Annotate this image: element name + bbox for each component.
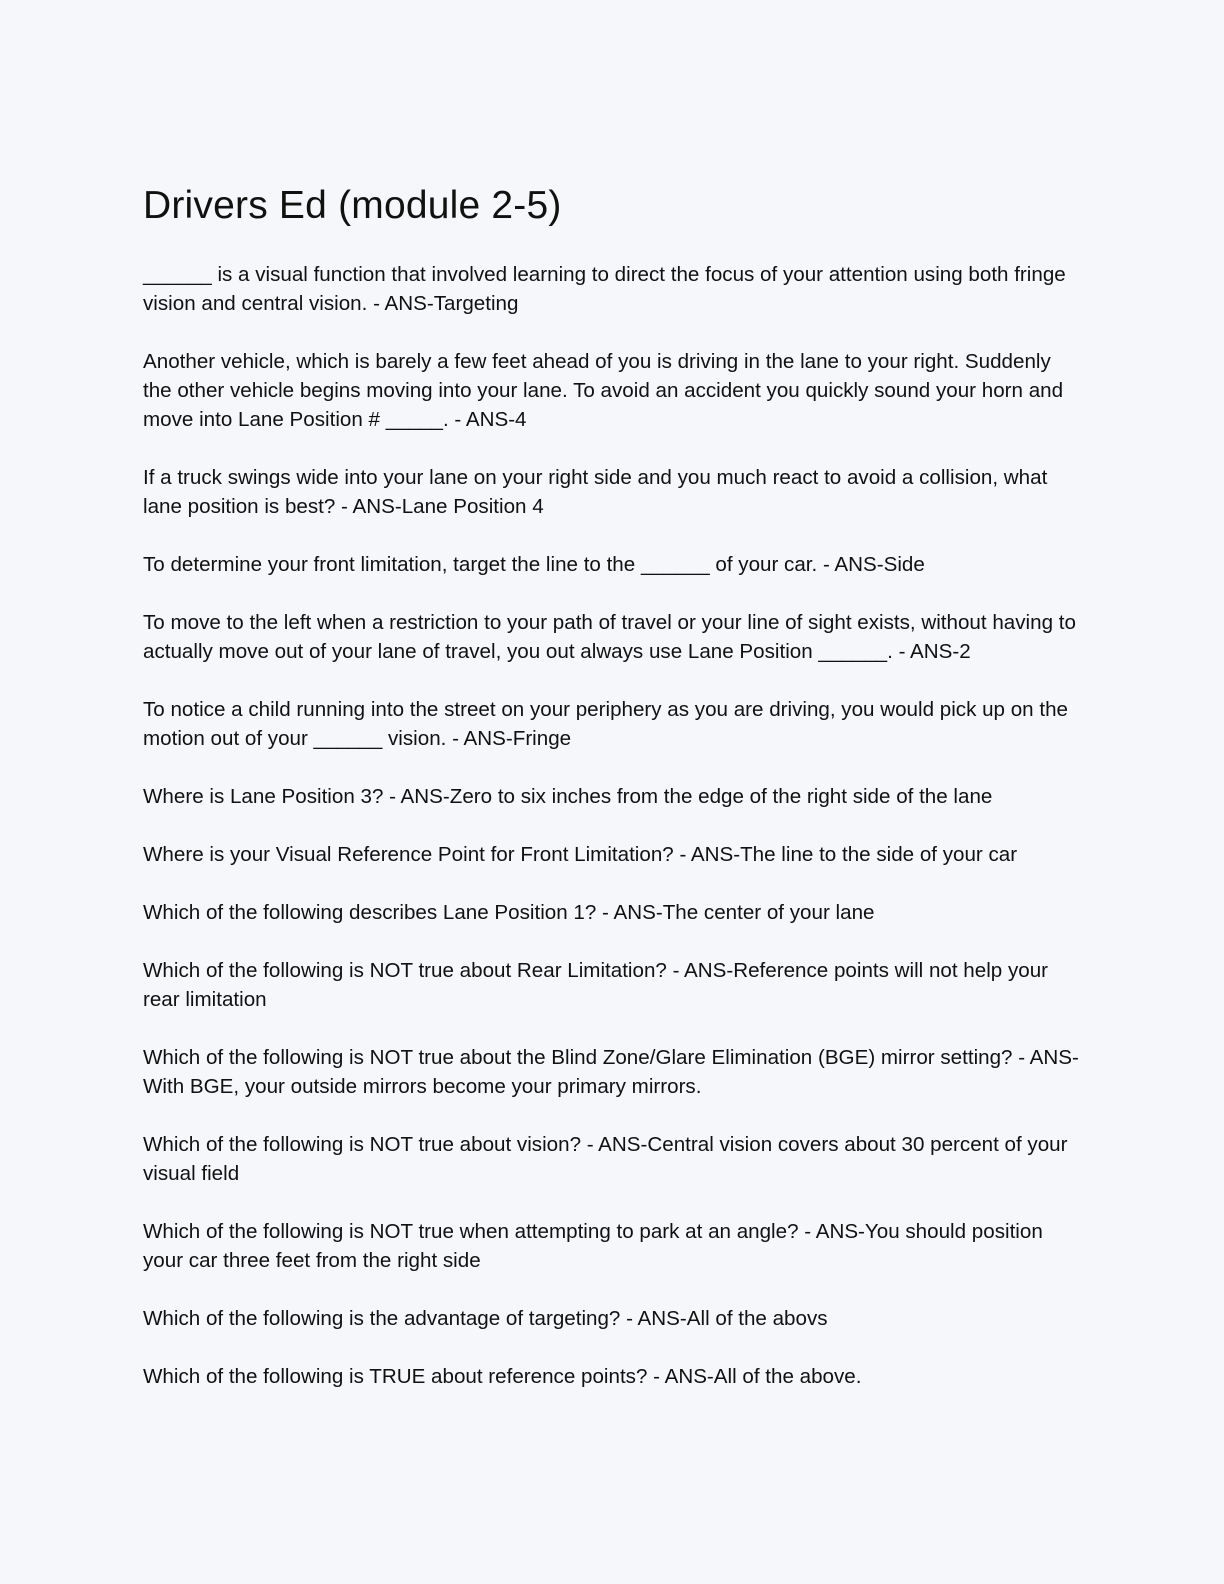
qa-item-2: Another vehicle, which is barely a few feet ahead of you is driving in the lane to your right. Suddenly the other vehicle begins moving into your lane. To avoid an accident you quickly sound your horn and move into Lane Position # _____. - ANS-4 [143,350,1064,431]
qa-item-5: To move to the left when a restriction to your path of travel or your line of sight exists, without having to actually move out of your lane of travel, you out always use Lane Position ______. - ANS-2 [143,611,1076,663]
qa-item-4: To determine your front limitation, target the line to the ______ of your car. - ANS-Side [143,553,925,576]
qa-item-11: Which of the following is NOT true about the Blind Zone/Glare Elimination (BGE) mirror setting? - ANS-With BGE, your outside mirrors become your primary mirrors. [143,1046,1079,1098]
page-title: Drivers Ed (module 2-5) [143,184,562,227]
qa-item-15: Which of the following is TRUE about reference points? - ANS-All of the above. [143,1365,862,1388]
qa-item-1: ______ is a visual function that involved learning to direct the focus of your attention using both fringe vision and central vision. - ANS-Targeting [143,263,1066,315]
qa-item-7: Where is Lane Position 3? - ANS-Zero to six inches from the edge of the right side of the lane [143,785,993,808]
qa-item-9: Which of the following describes Lane Position 1? - ANS-The center of your lane [143,901,875,924]
qa-item-13: Which of the following is NOT true when attempting to park at an angle? - ANS-You should position your car three feet from the right side [143,1220,1043,1272]
qa-item-8: Where is your Visual Reference Point for Front Limitation? - ANS-The line to the side of your car [143,843,1018,866]
qa-item-14: Which of the following is the advantage of targeting? - ANS-All of the abovs [143,1307,828,1330]
qa-item-12: Which of the following is NOT true about vision? - ANS-Central vision covers about 30 percent of your visual field [143,1133,1068,1185]
qa-item-10: Which of the following is NOT true about Rear Limitation? - ANS-Reference points will not help your rear limitation [143,959,1049,1011]
qa-list [143,260,1083,1391]
document-page [143,180,1083,1420]
qa-item-6: To notice a child running into the street on your periphery as you are driving, you would pick up on the motion out of your ______ vision. - ANS-Fringe [143,698,1068,750]
qa-item-3: If a truck swings wide into your lane on your right side and you much react to avoid a collision, what lane position is best? - ANS-Lane Position 4 [143,466,1048,518]
